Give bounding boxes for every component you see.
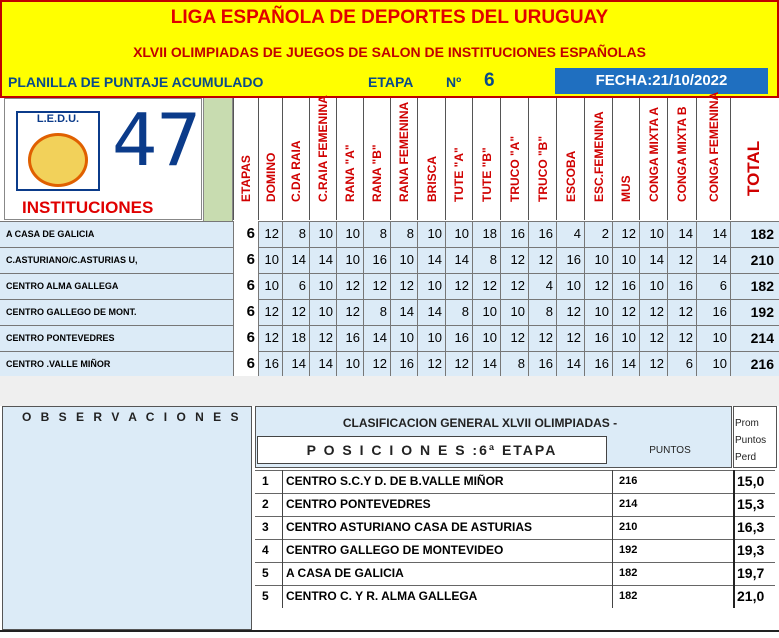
institution-name: C.ASTURIANO/C.ASTURIAS U, (6, 255, 138, 265)
etapas-cell: 6 (233, 351, 258, 377)
score-cell: 10 (336, 221, 363, 247)
column-header (667, 98, 696, 220)
column-header (258, 98, 282, 220)
column-header (417, 98, 445, 220)
score-cell: 12 (556, 325, 584, 351)
ranking-points: 182 (612, 562, 646, 585)
column-header (363, 98, 390, 220)
puntos-sub-label: Puntos (735, 435, 767, 446)
score-cell: 16 (556, 247, 584, 273)
etapas-cell: 6 (233, 221, 258, 247)
score-cell: 12 (472, 273, 500, 299)
score-cell: 14 (667, 221, 696, 247)
score-cell: 14 (696, 247, 730, 273)
column-header (584, 98, 612, 220)
ranking-name: CENTRO PONTEVEDRES (282, 493, 431, 516)
column-header-label: RANA "A" (343, 144, 357, 202)
column-header-label: CONGA MIXTA A (646, 106, 661, 202)
score-cell: 12 (528, 247, 556, 273)
column-header-label: C.RAIA FEMENINA (316, 95, 330, 202)
score-cell: 16 (528, 221, 556, 247)
score-cell: 14 (363, 325, 390, 351)
column-header-label: ESC.FEMENINA (591, 111, 606, 202)
score-cell: 6 (282, 273, 309, 299)
score-cell: 10 (309, 221, 336, 247)
score-cell: 16 (667, 273, 696, 299)
ranking-points: 216 (612, 470, 646, 493)
score-cell: 10 (445, 221, 472, 247)
score-cell: 12 (612, 221, 639, 247)
score-cell: 10 (612, 325, 639, 351)
score-cell: 10 (584, 299, 612, 325)
column-header-label: TUTE "A" (452, 147, 466, 202)
ranking-average: 19,3 (733, 539, 777, 562)
perd-label: Perd (735, 452, 757, 463)
column-header (528, 98, 556, 220)
score-cell: 12 (667, 299, 696, 325)
column-header (309, 95, 336, 220)
numero-label: Nº (446, 74, 462, 90)
ranking-name: CENTRO ASTURIANO CASA DE ASTURIAS (282, 516, 532, 539)
date-badge: FECHA:21/10/2022 (555, 68, 768, 94)
ranking-points: 210 (612, 516, 646, 539)
score-cell: 16 (390, 351, 417, 377)
score-cell: 10 (309, 299, 336, 325)
score-cell: 16 (363, 247, 390, 273)
etapas-cell: 6 (233, 247, 258, 273)
score-cell: 12 (667, 247, 696, 273)
total-cell: 214 (730, 325, 777, 351)
score-cell: 10 (336, 247, 363, 273)
column-header (730, 98, 777, 220)
score-cell: 16 (258, 351, 282, 377)
ranking-position: 5 (262, 566, 269, 580)
ranking-average: 16,3 (733, 516, 777, 539)
score-cell: 12 (612, 299, 639, 325)
column-header-label: TRUCO "B" (535, 135, 550, 202)
institution-name: CENTRO PONTEVEDRES (6, 333, 115, 343)
score-cell: 18 (282, 325, 309, 351)
score-cell: 16 (584, 325, 612, 351)
prom-label: Prom (735, 418, 759, 429)
score-cell: 12 (500, 325, 528, 351)
score-cell: 16 (696, 299, 730, 325)
score-cell: 8 (282, 221, 309, 247)
score-cell: 14 (282, 247, 309, 273)
total-cell: 216 (730, 351, 777, 377)
score-cell: 12 (445, 273, 472, 299)
column-header-label: ESCOBA (563, 150, 578, 202)
score-cell: 12 (584, 273, 612, 299)
score-cell: 14 (445, 247, 472, 273)
institution-name: CENTRO ALMA GALLEGA (6, 281, 119, 291)
score-cell: 10 (696, 325, 730, 351)
column-header-label: CONGA FEMENINA (706, 91, 721, 202)
ranking-average: 19,7 (733, 562, 777, 585)
posiciones-title: P O S I C I O N E S :6ª ETAPA (306, 442, 558, 458)
ranking-average: 15,0 (733, 470, 777, 493)
ranking-points: 192 (612, 539, 646, 562)
score-cell: 6 (667, 351, 696, 377)
score-cell: 10 (258, 247, 282, 273)
crest-text: L.E.D.U. (36, 113, 80, 125)
score-cell: 10 (390, 247, 417, 273)
ranking-position: 1 (262, 474, 269, 488)
column-header (612, 98, 639, 220)
total-cell: 210 (730, 247, 777, 273)
score-cell: 10 (309, 273, 336, 299)
ranking-position: 2 (262, 497, 269, 511)
score-cell: 10 (500, 299, 528, 325)
score-cell: 12 (363, 273, 390, 299)
score-cell: 12 (639, 299, 667, 325)
score-cell: 10 (584, 247, 612, 273)
etapa-label: ETAPA (368, 74, 414, 90)
column-header-label: TUTE "B" (479, 147, 494, 202)
ranking-average: 21,0 (733, 585, 777, 608)
score-cell: 12 (336, 299, 363, 325)
etapas-cell: 6 (233, 299, 258, 325)
column-header-label: BRISCA (424, 155, 439, 202)
column-header-label: C.DA RAIA (289, 140, 303, 202)
observaciones-box (2, 406, 252, 630)
score-cell: 12 (528, 325, 556, 351)
score-cell: 14 (472, 351, 500, 377)
ranking-position: 5 (262, 589, 269, 603)
ranking-average: 15,3 (733, 493, 777, 516)
score-cell: 14 (417, 247, 445, 273)
score-cell: 14 (417, 299, 445, 325)
score-cell: 14 (282, 351, 309, 377)
score-cell: 12 (639, 325, 667, 351)
column-header (390, 98, 417, 220)
score-cell: 14 (390, 299, 417, 325)
score-cell: 14 (309, 351, 336, 377)
column-header (336, 98, 363, 220)
column-header (696, 91, 730, 220)
score-cell: 12 (667, 325, 696, 351)
score-cell: 16 (445, 325, 472, 351)
score-cell: 8 (363, 299, 390, 325)
column-header-label: TRUCO "A" (507, 135, 522, 202)
score-cell: 10 (639, 273, 667, 299)
score-cell: 8 (363, 221, 390, 247)
observaciones-label: O B S E R V A C I O N E S (22, 410, 242, 424)
score-cell: 12 (282, 299, 309, 325)
score-cell: 8 (500, 351, 528, 377)
page-title: LIGA ESPAÑOLA DE DEPORTES DEL URUGUAY (170, 7, 609, 28)
score-cell: 10 (472, 325, 500, 351)
score-cell: 12 (500, 247, 528, 273)
puntos-label: PUNTOS (649, 445, 691, 456)
score-cell: 12 (336, 273, 363, 299)
column-header-label: DOMINO (263, 152, 278, 202)
score-cell: 6 (696, 273, 730, 299)
score-cell: 10 (556, 273, 584, 299)
score-cell: 16 (336, 325, 363, 351)
score-cell: 8 (445, 299, 472, 325)
score-cell: 12 (417, 351, 445, 377)
score-cell: 14 (696, 221, 730, 247)
score-cell: 12 (500, 273, 528, 299)
score-cell: 10 (612, 247, 639, 273)
score-cell: 12 (639, 351, 667, 377)
instituciones-label: INSTITUCIONES (22, 198, 154, 217)
column-header (639, 98, 667, 220)
score-cell: 14 (639, 247, 667, 273)
score-cell: 12 (258, 325, 282, 351)
ranking-position: 4 (262, 543, 269, 557)
score-cell: 14 (612, 351, 639, 377)
score-cell: 16 (500, 221, 528, 247)
score-cell: 12 (258, 299, 282, 325)
ranking-name: CENTRO S.C.Y D. DE B.VALLE MIÑOR (282, 470, 504, 493)
score-cell: 12 (556, 299, 584, 325)
score-cell: 14 (309, 247, 336, 273)
sheet-label: PLANILLA DE PUNTAJE ACUMULADO (8, 74, 264, 90)
column-header (556, 98, 584, 220)
clasificacion-title: CLASIFICACION GENERAL XLVII OLIMPIADAS - (342, 416, 618, 430)
ranking-name: A CASA DE GALICIA (282, 562, 404, 585)
score-cell: 16 (528, 351, 556, 377)
score-cell: 2 (584, 221, 612, 247)
score-cell: 10 (390, 325, 417, 351)
ranking-position: 3 (262, 520, 269, 534)
ranking-points: 182 (612, 585, 646, 608)
etapa-number: 6 (484, 70, 495, 91)
column-header (445, 98, 472, 220)
score-cell: 10 (417, 273, 445, 299)
score-cell: 10 (472, 299, 500, 325)
column-header (472, 98, 500, 220)
column-header-label: MUS (619, 175, 633, 202)
institution-name: CENTRO GALLEGO DE MONT. (6, 307, 137, 317)
column-header (500, 98, 528, 220)
bottom-border (0, 630, 779, 638)
column-header-label: TOTAL (744, 140, 763, 196)
ranking-name: CENTRO GALLEGO DE MONTEVIDEO (282, 539, 503, 562)
total-cell: 192 (730, 299, 777, 325)
column-header-label: CONGA MIXTA B (675, 106, 689, 202)
score-cell: 12 (258, 221, 282, 247)
etapas-cell: 6 (233, 325, 258, 351)
column-header (282, 98, 309, 220)
score-cell: 10 (417, 325, 445, 351)
column-header (233, 98, 258, 220)
score-cell: 10 (639, 221, 667, 247)
score-cell: 14 (556, 351, 584, 377)
score-cell: 12 (445, 351, 472, 377)
institution-name: CENTRO .VALLE MIÑOR (6, 359, 111, 369)
page-subtitle: XLVII OLIMPIADAS DE JUEGOS DE SALON DE INSTITUCIONES ESPAÑOLAS (133, 44, 646, 60)
score-cell: 4 (556, 221, 584, 247)
score-cell: 12 (363, 351, 390, 377)
score-cell: 4 (528, 273, 556, 299)
score-cell: 8 (390, 221, 417, 247)
total-cell: 182 (730, 273, 777, 299)
score-cell: 10 (336, 351, 363, 377)
total-cell: 182 (730, 221, 777, 247)
spacer-band (0, 376, 779, 406)
score-cell: 8 (472, 247, 500, 273)
score-cell: 10 (696, 351, 730, 377)
score-cell: 8 (528, 299, 556, 325)
ranking-points: 214 (612, 493, 646, 516)
score-cell: 12 (390, 273, 417, 299)
etapas-cell: 6 (233, 273, 258, 299)
score-cell: 16 (612, 273, 639, 299)
institution-name: A CASA DE GALICIA (6, 229, 95, 239)
column-header-label: ETAPAS (239, 155, 253, 202)
crest-emblem-icon (28, 133, 88, 187)
edition-number: 47 (112, 98, 200, 182)
score-cell: 18 (472, 221, 500, 247)
score-cell: 16 (584, 351, 612, 377)
score-cell: 10 (417, 221, 445, 247)
column-header-label: RANA FEMENINA (397, 101, 411, 202)
score-cell: 12 (309, 325, 336, 351)
column-header-label: RANA "B" (370, 144, 384, 202)
ranking-name: CENTRO C. Y R. ALMA GALLEGA (282, 585, 477, 608)
score-cell: 10 (258, 273, 282, 299)
